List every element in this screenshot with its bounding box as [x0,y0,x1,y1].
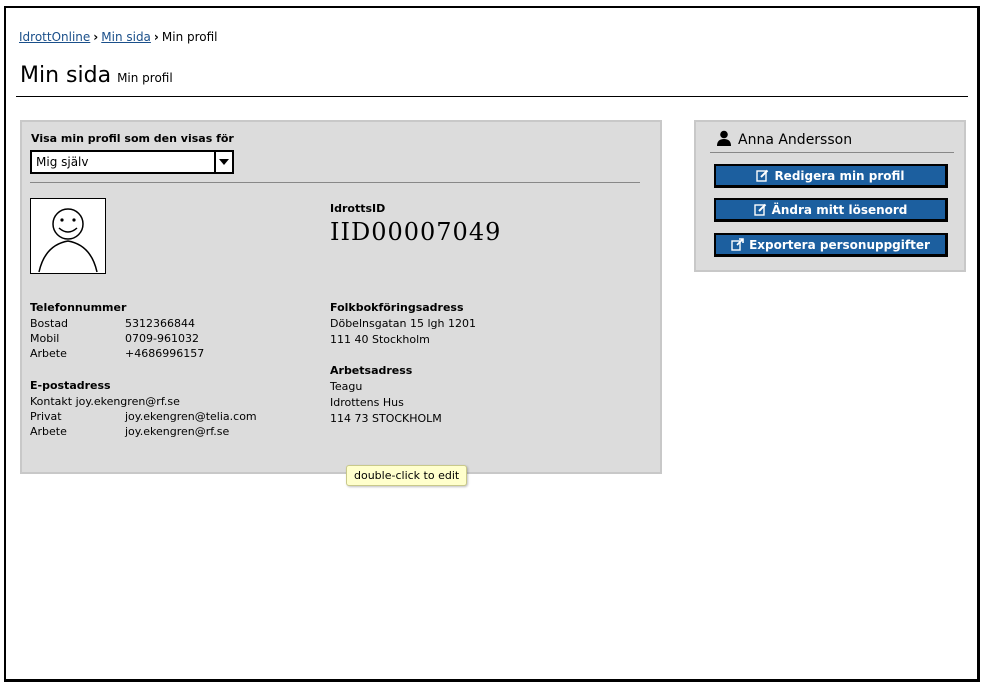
avatar [30,198,106,274]
phone-section [30,300,310,361]
phone-number: +4686996157 [125,347,205,360]
folk-address-section [330,300,630,348]
address-line: Idrottens Hus [330,396,404,409]
work-address-section [330,363,630,427]
dropdown-button[interactable] [214,152,232,172]
edit-tooltip: double-click to edit [346,465,467,486]
smiley-avatar-icon [31,199,105,273]
user-icon [716,130,732,146]
email-label: E-postadress [30,379,111,392]
idrottsid-label: IdrottsID [330,202,386,215]
email-address: joy.ekengren@telia.com [125,410,257,423]
email-contact: Kontakt joy.ekengren@rf.se [30,395,180,408]
address-line: 114 73 STOCKHOLM [330,412,442,425]
breadcrumb [19,30,218,44]
address-line: Teagu [330,380,363,393]
email-address: joy.ekengren@rf.se [125,425,230,438]
export-data-button[interactable] [714,233,948,257]
phone-row [30,316,310,331]
user-header [716,130,852,148]
view-as-value: Mig själv [36,155,89,169]
address-line: 111 40 Stockholm [330,333,430,346]
user-divider [710,152,954,153]
email-row [30,424,320,439]
chevron-right-icon: › [153,30,159,44]
external-link-icon [731,238,744,251]
change-password-label: Ändra mitt lösenord [771,202,908,217]
phone-type: Arbete [30,347,67,360]
view-as-label: Visa min profil som den visas för [31,132,234,145]
phone-type: Mobil [30,332,60,345]
chevron-right-icon: › [93,30,99,44]
address-line: Döbelnsgatan 15 lgh 1201 [330,317,476,330]
email-row [30,409,320,424]
phone-type: Bostad [30,317,69,330]
email-section [30,378,320,439]
panel-divider [30,182,640,183]
phone-row [30,346,310,361]
phone-number: 5312366844 [125,317,195,330]
email-type: Privat [30,410,62,423]
edit-profile-button[interactable] [714,164,948,188]
phone-label: Telefonnummer [30,301,127,314]
page-title-text: Min sida [20,63,112,88]
work-address-label: Arbetsadress [330,364,413,377]
app-window [4,6,980,682]
page-subtitle: Min profil [117,71,173,85]
folk-address-label: Folkbokföringsadress [330,301,464,314]
page-title [20,63,173,88]
view-as-select[interactable] [30,150,234,174]
email-type: Arbete [30,425,67,438]
header-divider [16,96,968,97]
edit-profile-label: Redigera min profil [774,168,905,183]
profile-panel [20,120,662,474]
chevron-down-icon [219,159,229,165]
idrottsid-value: IID00007049 [330,218,502,246]
user-panel [694,120,966,272]
user-name: Anna Andersson [738,132,853,148]
phone-number: 0709-961032 [125,332,199,345]
edit-icon [754,203,767,216]
change-password-button[interactable] [714,198,948,222]
breadcrumb-idrottonline[interactable]: IdrottOnline [19,30,91,44]
edit-icon [756,169,769,182]
phone-row [30,331,310,346]
breadcrumb-current: Min profil [161,30,218,44]
breadcrumb-min-sida[interactable]: Min sida [101,30,151,44]
export-data-label: Exportera personuppgifter [749,237,930,252]
